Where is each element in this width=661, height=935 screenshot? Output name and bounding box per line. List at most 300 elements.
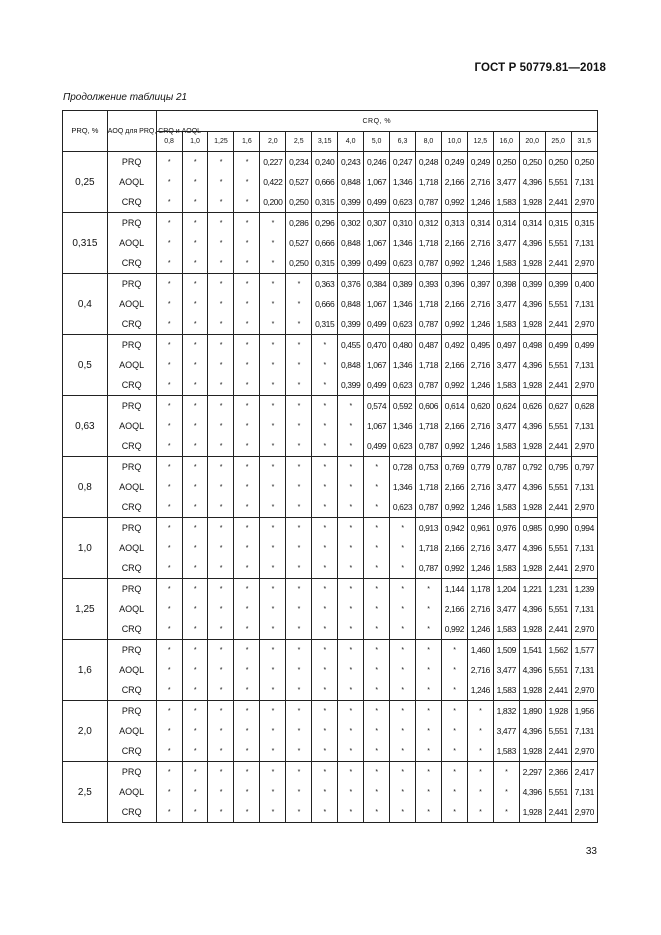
table-cell: * <box>208 477 234 497</box>
table-cell: * <box>234 640 260 661</box>
table-row <box>63 558 598 579</box>
table-cell: * <box>260 355 286 375</box>
table-cell: 2,166 <box>441 233 467 253</box>
table-cell: * <box>260 416 286 436</box>
prq-group-value: 2,0 <box>63 701 108 762</box>
table-cell: 2,970 <box>571 802 597 823</box>
table-body <box>63 152 598 823</box>
table-cell: * <box>182 396 208 417</box>
table-cell: * <box>156 192 182 213</box>
table-cell: * <box>182 680 208 701</box>
table-cell: 7,131 <box>571 782 597 802</box>
table-cell: * <box>234 538 260 558</box>
table-cell: * <box>441 802 467 823</box>
parameter-label: AOQL <box>107 538 156 558</box>
prq-group-value: 1,0 <box>63 518 108 579</box>
table-cell: 0,396 <box>441 274 467 295</box>
table-cell: * <box>234 701 260 722</box>
table-cell: * <box>182 721 208 741</box>
table-cell: * <box>182 497 208 518</box>
table-cell: * <box>208 599 234 619</box>
table-cell: * <box>286 518 312 539</box>
parameter-label: CRQ <box>107 680 156 701</box>
table-cell: * <box>182 457 208 478</box>
parameter-label: CRQ <box>107 558 156 579</box>
table-cell: 0,250 <box>286 192 312 213</box>
table-cell: 1,718 <box>415 294 441 314</box>
table-cell: * <box>208 680 234 701</box>
table-cell: * <box>467 802 493 823</box>
table-cell: * <box>390 762 416 783</box>
table-cell: * <box>208 294 234 314</box>
table-cell: * <box>260 274 286 295</box>
table-cell: 0,992 <box>441 558 467 579</box>
parameter-label: CRQ <box>107 741 156 762</box>
table-cell: * <box>156 497 182 518</box>
table-cell: * <box>182 294 208 314</box>
table-cell: * <box>182 660 208 680</box>
table-cell: * <box>208 335 234 356</box>
table-cell: 2,441 <box>545 619 571 640</box>
table-cell: 0,992 <box>441 619 467 640</box>
table-cell: 0,399 <box>338 253 364 274</box>
table-cell: 0,492 <box>441 335 467 356</box>
table-cell: * <box>286 314 312 335</box>
table-cell: * <box>493 782 519 802</box>
table-cell: * <box>338 782 364 802</box>
table-cell: 2,970 <box>571 253 597 274</box>
table-cell: * <box>182 619 208 640</box>
table-cell: 2,166 <box>441 172 467 192</box>
table-cell: * <box>286 701 312 722</box>
table-cell: 1,718 <box>415 172 441 192</box>
table-cell: * <box>208 233 234 253</box>
crq-column-header: 12,5 <box>467 132 493 152</box>
table-cell: 5,551 <box>545 477 571 497</box>
table-row <box>63 152 598 173</box>
crq-column-header: 10,0 <box>441 132 467 152</box>
table-cell: * <box>390 802 416 823</box>
table-cell: * <box>338 436 364 457</box>
table-cell: * <box>182 558 208 579</box>
table-cell: * <box>286 762 312 783</box>
table-cell: * <box>312 660 338 680</box>
table-cell: * <box>234 152 260 173</box>
table-cell: 3,477 <box>493 172 519 192</box>
table-cell: 2,970 <box>571 375 597 396</box>
table-cell: * <box>234 314 260 335</box>
table-cell: * <box>234 416 260 436</box>
table-cell: 0,985 <box>519 518 545 539</box>
table-cell: * <box>208 213 234 234</box>
table-cell: * <box>364 741 390 762</box>
table-cell: * <box>260 253 286 274</box>
table-cell: * <box>260 538 286 558</box>
table-cell: * <box>182 802 208 823</box>
table-cell: * <box>234 497 260 518</box>
table-cell: 5,551 <box>545 599 571 619</box>
table-cell: * <box>234 579 260 600</box>
table-cell: 0,990 <box>545 518 571 539</box>
table-cell: 1,346 <box>390 172 416 192</box>
table-cell: * <box>208 619 234 640</box>
table-cell: * <box>493 802 519 823</box>
table-cell: * <box>234 213 260 234</box>
crq-column-header: 5,0 <box>364 132 390 152</box>
table-cell: * <box>260 396 286 417</box>
table-cell: * <box>156 436 182 457</box>
table-cell: * <box>312 782 338 802</box>
parameter-label: PRQ <box>107 579 156 600</box>
table-cell: 0,527 <box>286 233 312 253</box>
table-cell: * <box>286 782 312 802</box>
table-cell: * <box>156 680 182 701</box>
table-cell: 0,314 <box>467 213 493 234</box>
table-cell: * <box>286 660 312 680</box>
table-cell: * <box>390 619 416 640</box>
table-cell: 3,477 <box>493 538 519 558</box>
table-cell: * <box>182 253 208 274</box>
table-cell: 1,221 <box>519 579 545 600</box>
table-cell: * <box>260 762 286 783</box>
table-cell: * <box>208 457 234 478</box>
table-cell: 0,398 <box>493 274 519 295</box>
crq-column-header: 4,0 <box>338 132 364 152</box>
table-cell: * <box>156 416 182 436</box>
table-cell: * <box>234 233 260 253</box>
table-cell: * <box>364 802 390 823</box>
parameter-label: PRQ <box>107 396 156 417</box>
table-cell: * <box>156 274 182 295</box>
table-cell: * <box>234 619 260 640</box>
table-cell: 7,131 <box>571 172 597 192</box>
table-cell: 2,441 <box>545 192 571 213</box>
page-number: 33 <box>585 846 597 857</box>
table-cell: * <box>415 680 441 701</box>
table-cell: 2,441 <box>545 680 571 701</box>
table-row <box>63 701 598 722</box>
table-cell: 0,247 <box>390 152 416 173</box>
table-cell: 1,956 <box>571 701 597 722</box>
parameter-label: CRQ <box>107 436 156 457</box>
table-cell: * <box>312 762 338 783</box>
table-cell: * <box>415 701 441 722</box>
table-cell: 0,200 <box>260 192 286 213</box>
table-cell: * <box>208 701 234 722</box>
table-cell: * <box>286 640 312 661</box>
table-cell: * <box>234 192 260 213</box>
table-cell: * <box>208 579 234 600</box>
parameter-label: CRQ <box>107 375 156 396</box>
table-cell: 0,250 <box>286 253 312 274</box>
table-cell: 0,992 <box>441 375 467 396</box>
table-cell: * <box>156 477 182 497</box>
parameter-label: PRQ <box>107 518 156 539</box>
table-cell: 0,470 <box>364 335 390 356</box>
table-cell: 1,144 <box>441 579 467 600</box>
table-cell: * <box>312 518 338 539</box>
table-row <box>63 802 598 823</box>
table-cell: 0,286 <box>286 213 312 234</box>
table-cell: 0,994 <box>571 518 597 539</box>
parameter-label: PRQ <box>107 701 156 722</box>
table-cell: 2,166 <box>441 294 467 314</box>
table-cell: * <box>441 721 467 741</box>
table-cell: 1,577 <box>571 640 597 661</box>
table-cell: * <box>441 640 467 661</box>
table-cell: 1,928 <box>519 558 545 579</box>
table-cell: 2,716 <box>467 416 493 436</box>
table-cell: 7,131 <box>571 599 597 619</box>
table-cell: 1,246 <box>467 375 493 396</box>
table-cell: * <box>312 375 338 396</box>
table-cell: * <box>260 436 286 457</box>
table-caption: Продолжение таблицы 21 <box>63 92 188 103</box>
table-row <box>63 294 598 314</box>
table-row <box>63 192 598 213</box>
table-cell: 0,315 <box>312 314 338 335</box>
table-cell: * <box>182 335 208 356</box>
table-cell: 0,797 <box>571 457 597 478</box>
table-cell: 0,769 <box>441 457 467 478</box>
table-cell: 4,396 <box>519 477 545 497</box>
table-cell: 0,312 <box>415 213 441 234</box>
table-row <box>63 660 598 680</box>
table-cell: * <box>338 558 364 579</box>
table-cell: 7,131 <box>571 660 597 680</box>
table-cell: 0,250 <box>493 152 519 173</box>
prq-group-value: 0,315 <box>63 213 108 274</box>
table-cell: * <box>156 701 182 722</box>
table-cell: 0,363 <box>312 274 338 295</box>
table-cell: 0,574 <box>364 396 390 417</box>
table-cell: * <box>286 294 312 314</box>
table-cell: * <box>364 701 390 722</box>
table-cell: 1,718 <box>415 233 441 253</box>
table-cell: * <box>441 741 467 762</box>
table-cell: * <box>156 579 182 600</box>
table-cell: * <box>390 518 416 539</box>
table-cell: * <box>182 436 208 457</box>
table-row <box>63 335 598 356</box>
table-cell: 0,250 <box>519 152 545 173</box>
table-cell: 4,396 <box>519 660 545 680</box>
table-cell: * <box>286 436 312 457</box>
table-cell: 0,315 <box>312 192 338 213</box>
table-cell: * <box>234 396 260 417</box>
table-cell: * <box>312 335 338 356</box>
table-cell: * <box>208 497 234 518</box>
table-cell: * <box>364 579 390 600</box>
table-cell: * <box>415 802 441 823</box>
table-cell: * <box>390 579 416 600</box>
table-cell: * <box>338 640 364 661</box>
table-row <box>63 314 598 335</box>
table-cell: 7,131 <box>571 538 597 558</box>
table-cell: 5,551 <box>545 538 571 558</box>
table-cell: 1,562 <box>545 640 571 661</box>
table-cell: * <box>364 518 390 539</box>
table-cell: * <box>234 335 260 356</box>
parameter-label: AOQL <box>107 172 156 192</box>
table-cell: 1,583 <box>493 436 519 457</box>
table-cell: 1,231 <box>545 579 571 600</box>
table-cell: * <box>312 741 338 762</box>
table-cell: 1,346 <box>390 416 416 436</box>
table-cell: * <box>234 436 260 457</box>
crq-column-header: 8,0 <box>415 132 441 152</box>
table-cell: * <box>182 782 208 802</box>
table-cell: 0,848 <box>338 233 364 253</box>
table-cell: * <box>156 518 182 539</box>
table-cell: 0,499 <box>545 335 571 356</box>
table-cell: * <box>390 640 416 661</box>
table-cell: 0,942 <box>441 518 467 539</box>
crq-column-header: 25,0 <box>545 132 571 152</box>
table-cell: 1,346 <box>390 477 416 497</box>
table-cell: * <box>312 599 338 619</box>
table-cell: 2,716 <box>467 294 493 314</box>
table-cell: 1,718 <box>415 538 441 558</box>
table-cell: 2,297 <box>519 762 545 783</box>
table-cell: * <box>156 233 182 253</box>
parameter-label: PRQ <box>107 335 156 356</box>
table-cell: 3,477 <box>493 416 519 436</box>
table-cell: * <box>156 619 182 640</box>
table-cell: * <box>208 396 234 417</box>
table-cell: 1,460 <box>467 640 493 661</box>
table-cell: 2,716 <box>467 538 493 558</box>
table-cell: * <box>208 640 234 661</box>
table-cell: * <box>364 457 390 478</box>
table-cell: * <box>156 782 182 802</box>
table-cell: 0,399 <box>338 192 364 213</box>
prq-group-value: 0,8 <box>63 457 108 518</box>
table-cell: * <box>338 416 364 436</box>
table-cell: 0,787 <box>415 192 441 213</box>
table-cell: 0,624 <box>493 396 519 417</box>
table-cell: * <box>338 396 364 417</box>
table-cell: 2,441 <box>545 802 571 823</box>
table-cell: 0,787 <box>415 314 441 335</box>
table-cell: 2,970 <box>571 741 597 762</box>
table-cell: * <box>338 457 364 478</box>
table-row <box>63 396 598 417</box>
table-cell: * <box>208 375 234 396</box>
parameter-label: PRQ <box>107 213 156 234</box>
table-cell: 0,623 <box>390 314 416 335</box>
table-cell: * <box>234 782 260 802</box>
table-cell: * <box>182 355 208 375</box>
table-cell: * <box>182 762 208 783</box>
table-cell: 0,606 <box>415 396 441 417</box>
table-cell: * <box>312 538 338 558</box>
table-cell: 1,246 <box>467 680 493 701</box>
table-cell: * <box>390 558 416 579</box>
table-cell: * <box>390 701 416 722</box>
table-cell: 0,787 <box>493 457 519 478</box>
table-cell: 2,716 <box>467 477 493 497</box>
table-cell: * <box>156 355 182 375</box>
table-cell: * <box>467 782 493 802</box>
table-cell: * <box>390 660 416 680</box>
table-cell: 1,246 <box>467 192 493 213</box>
table-cell: * <box>364 599 390 619</box>
table-cell: * <box>338 660 364 680</box>
table-cell: 0,976 <box>493 518 519 539</box>
table-cell: 4,396 <box>519 721 545 741</box>
table-cell: 7,131 <box>571 233 597 253</box>
table-cell: * <box>312 355 338 375</box>
table-cell: 0,455 <box>338 335 364 356</box>
table-cell: 5,551 <box>545 355 571 375</box>
table-cell: * <box>415 741 441 762</box>
table-cell: * <box>182 599 208 619</box>
table-cell: * <box>441 762 467 783</box>
table-cell: 0,792 <box>519 457 545 478</box>
parameter-label: AOQL <box>107 660 156 680</box>
table-cell: 0,620 <box>467 396 493 417</box>
table-cell: * <box>182 741 208 762</box>
table-cell: 0,313 <box>441 213 467 234</box>
table-cell: 1,541 <box>519 640 545 661</box>
table-cell: 4,396 <box>519 172 545 192</box>
table-cell: 3,477 <box>493 660 519 680</box>
table-cell: 3,477 <box>493 233 519 253</box>
table-cell: * <box>182 518 208 539</box>
table-row <box>63 782 598 802</box>
table-cell: 0,499 <box>364 192 390 213</box>
table-cell: 0,315 <box>312 253 338 274</box>
table-cell: * <box>156 762 182 783</box>
table-cell: 4,396 <box>519 233 545 253</box>
table-row <box>63 274 598 295</box>
table-cell: * <box>208 152 234 173</box>
crq-column-header: 2,0 <box>260 132 286 152</box>
table-cell: * <box>338 579 364 600</box>
table-row <box>63 436 598 457</box>
table-cell: 0,497 <box>493 335 519 356</box>
table-cell: * <box>234 274 260 295</box>
table-cell: 4,396 <box>519 416 545 436</box>
table-cell: * <box>208 355 234 375</box>
table-cell: 2,366 <box>545 762 571 783</box>
table-cell: * <box>208 518 234 539</box>
parameter-label: CRQ <box>107 619 156 640</box>
table-cell: 3,477 <box>493 721 519 741</box>
table-cell: 2,441 <box>545 558 571 579</box>
table-cell: 0,666 <box>312 294 338 314</box>
table-cell: * <box>312 619 338 640</box>
table-cell: 7,131 <box>571 721 597 741</box>
table-cell: 1,178 <box>467 579 493 600</box>
table-cell: 3,477 <box>493 294 519 314</box>
parameter-label: AOQL <box>107 599 156 619</box>
table-cell: * <box>364 538 390 558</box>
table-cell: 1,346 <box>390 355 416 375</box>
table-cell: * <box>156 253 182 274</box>
table-cell: 1,246 <box>467 314 493 335</box>
table-cell: * <box>260 579 286 600</box>
table-cell: 0,314 <box>519 213 545 234</box>
table-cell: * <box>208 782 234 802</box>
parameter-label: PRQ <box>107 457 156 478</box>
table-cell: 1,067 <box>364 172 390 192</box>
table-cell: 1,246 <box>467 558 493 579</box>
table-cell: 0,400 <box>571 274 597 295</box>
table-cell: 1,509 <box>493 640 519 661</box>
table-cell: 0,913 <box>415 518 441 539</box>
